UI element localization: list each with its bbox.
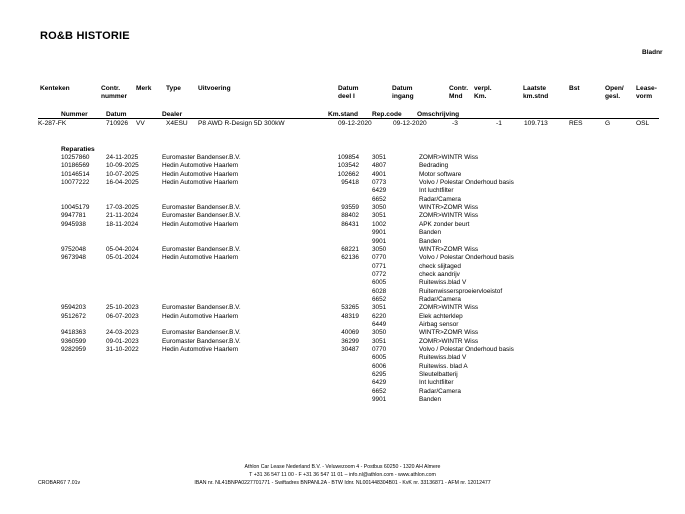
vehicle-open-gesl: G (605, 120, 611, 127)
repair-row (0, 346, 685, 354)
repair-code: 6005 (372, 279, 387, 287)
vehicle-uitvoering: P8 AWD R-Design 5D 300kW (198, 120, 285, 127)
repair-desc: ZOMR>WINTR Wiss (419, 304, 479, 312)
repair-datum: 06-07-2023 (106, 312, 139, 320)
repair-desc: ZOMR>WINTR Wiss (419, 154, 479, 161)
repair-datum: 10-09-2025 (106, 162, 139, 170)
footer-address: Athlon Car Lease Nederland B.V. - Veluwezoom 4 - Postbus 60250 - 1320 AH Almere (244, 464, 441, 470)
repair-dealer: Euromaster Bandenser.B.V. (162, 329, 241, 337)
vehicle-verpl-km: -1 (496, 120, 502, 127)
repair-desc: Banden (419, 229, 442, 237)
header-km-stand: Km.stand (328, 111, 359, 118)
header-dealer: Dealer (162, 111, 183, 118)
repair-row (0, 162, 685, 170)
repair-dealer: Hedin Automotive Haarlem (162, 254, 239, 262)
repair-desc: Elek achterklep (419, 312, 463, 320)
vehicle-merk: VV (136, 120, 145, 127)
repair-datum: 17-03-2025 (106, 204, 139, 212)
header-open-gesl: Open/ gesl. (605, 85, 624, 100)
repair-desc: Radar/Camera (419, 387, 461, 395)
repair-dealer: Hedin Automotive Haarlem (162, 312, 239, 320)
repair-datum: 16-04-2025 (106, 179, 139, 187)
repair-km: 102662 (337, 170, 359, 178)
repair-code: 4901 (372, 170, 387, 178)
repair-dealer: Euromaster Bandenser.B.V. (162, 304, 241, 312)
vehicle-type: X4ESU (166, 120, 188, 127)
repair-datum: 24-11-2025 (106, 154, 139, 161)
vehicle-contr-mnd: -3 (452, 120, 458, 127)
repair-code: 6429 (372, 379, 387, 387)
repair-nummer: 10186569 (61, 162, 90, 170)
repair-desc: Ruitenwissersproeiervloeistof (419, 287, 503, 295)
repair-datum: 09-01-2023 (106, 337, 139, 345)
repair-km: 68221 (341, 245, 359, 253)
repair-nummer: 9945938 (61, 220, 86, 228)
repair-desc: Bedrading (419, 162, 449, 170)
repair-dealer: Hedin Automotive Haarlem (162, 346, 239, 354)
repair-code: 0770 (372, 254, 387, 262)
footer-registration: IBAN nr. NL41BNPA0227701771 - Swiftadres BNPANL2A - BTW Idnr. NL001448304B01 - KvK nr. 33136871 - AFM nr. 12012477 (194, 480, 491, 486)
repair-row (0, 263, 685, 271)
repair-row (0, 329, 685, 337)
repair-nummer: 9947781 (61, 212, 86, 220)
repair-row (0, 304, 685, 312)
repair-code: 3051 (372, 154, 387, 161)
repair-row (0, 379, 685, 387)
repair-desc: Motor software (419, 170, 462, 178)
repair-km: 86431 (341, 220, 359, 228)
header-omschrijving: Omschrijving (417, 111, 460, 118)
page-number-label: Bladnr (642, 49, 663, 56)
repair-desc: check slijtaged (419, 262, 461, 270)
repair-code: 3051 (372, 212, 387, 220)
repair-datum: 21-11-2024 (106, 212, 139, 220)
repair-desc: Volvo / Polestar Onderhoud basis (419, 254, 514, 262)
reparaties-heading: Reparaties (61, 146, 95, 153)
repair-code: 6652 (372, 387, 387, 395)
vehicle-kenteken: K-287-FK (38, 120, 67, 127)
repair-datum: 18-11-2024 (106, 220, 139, 228)
repair-nummer: 9752048 (61, 245, 86, 253)
repair-desc: Radar/Camera (419, 195, 461, 203)
repair-row (0, 204, 685, 212)
vehicle-laatste-km: 109.713 (524, 120, 548, 127)
header-bst: Bst (569, 85, 580, 92)
repair-datum: 10-07-2025 (106, 170, 139, 178)
repair-dealer: Hedin Automotive Haarlem (162, 220, 239, 228)
repair-desc: Ruitewiss.blad V (419, 354, 467, 362)
repair-dealer: Hedin Automotive Haarlem (162, 179, 239, 187)
repair-km: 88402 (341, 212, 359, 220)
repair-code: 3050 (372, 245, 387, 253)
repair-code: 6006 (372, 362, 387, 370)
header-contr-mnd: Contr. Mnd (449, 85, 469, 100)
header-merk: Merk (136, 85, 152, 92)
header-kenteken: Kenteken (40, 85, 70, 92)
repair-km: 103542 (337, 162, 359, 170)
repair-code: 6449 (372, 321, 387, 328)
header-divider (38, 118, 659, 119)
header-nummer: Nummer (61, 111, 88, 118)
repair-row (0, 388, 685, 396)
footer-contact: T +31 36 547 11 00 - F +31 36 547 11 01 – info.nl@athlon.com - www.athlon.com (249, 472, 436, 478)
header-verpl-km: verpl. Km. (474, 85, 492, 100)
repair-code: 4807 (372, 162, 387, 170)
repair-code: 6220 (372, 312, 387, 320)
repair-code: 9901 (372, 237, 387, 245)
repair-nummer: 10045179 (61, 204, 90, 212)
repair-code: 6652 (372, 295, 387, 303)
repair-row (0, 179, 685, 187)
repair-code: 9901 (372, 229, 387, 237)
repair-row (0, 246, 685, 254)
repair-code: 3050 (372, 204, 387, 212)
repair-dealer: Euromaster Bandenser.B.V. (162, 204, 241, 212)
page-title: RO&B HISTORIE (40, 30, 130, 42)
vehicle-contract: 710926 (106, 120, 129, 127)
repair-row (0, 371, 685, 379)
repair-dealer: Euromaster Bandenser.B.V. (162, 154, 241, 161)
repair-code: 6028 (372, 287, 387, 295)
repair-row (0, 338, 685, 346)
vehicle-datum-deel: 09-12-2020 (338, 120, 372, 127)
repair-code: 0771 (372, 262, 387, 270)
repair-nummer: 9673948 (61, 254, 86, 262)
repair-desc: Int luchtfilter (419, 379, 454, 387)
repair-km: 93559 (341, 204, 359, 212)
repair-row (0, 187, 685, 195)
header-lease-vorm: Lease- vorm (636, 85, 657, 100)
repair-dealer: Hedin Automotive Haarlem (162, 170, 239, 178)
header-datum-deel: Datum deel I (338, 85, 359, 100)
repair-dealer: Euromaster Bandenser.B.V. (162, 245, 241, 253)
repair-dealer: Hedin Automotive Haarlem (162, 162, 239, 170)
repair-desc: Volvo / Polestar Onderhoud basis (419, 179, 514, 187)
repair-desc: Radar/Camera (419, 295, 461, 303)
repair-dealer: Euromaster Bandenser.B.V. (162, 337, 241, 345)
header-rep-code: Rep.code (372, 111, 402, 118)
repair-desc: Volvo / Polestar Onderhoud basis (419, 346, 514, 354)
repair-code: 1002 (372, 220, 387, 228)
repair-code: 0772 (372, 270, 387, 278)
repair-km: 40069 (341, 329, 359, 337)
header-datum-ingang: Datum ingang (392, 85, 414, 100)
footer-reference: CROBAR67 7.01v (38, 480, 81, 486)
repair-nummer: 10146514 (61, 170, 90, 178)
repair-km: 48319 (341, 312, 359, 320)
repair-row (0, 221, 685, 229)
header-datum: Datum (106, 111, 127, 118)
repair-row (0, 196, 685, 204)
repair-desc: Ruitewiss. blad A (419, 362, 468, 370)
repair-datum: 25-10-2023 (106, 304, 139, 312)
repair-row (0, 354, 685, 362)
repair-desc: Banden (419, 396, 442, 404)
repair-datum: 31-10-2022 (106, 346, 139, 354)
repair-code: 0773 (372, 179, 387, 187)
repair-row (0, 396, 685, 404)
repair-row (0, 321, 685, 329)
repair-code: 6429 (372, 187, 387, 195)
repair-desc: WINTR>ZOMR Wiss (419, 329, 479, 337)
repair-datum: 05-04-2024 (106, 245, 139, 253)
repair-row (0, 271, 685, 279)
repair-code: 6005 (372, 354, 387, 362)
repair-row (0, 363, 685, 371)
repair-desc: Airbag sensor (419, 321, 459, 328)
repair-code: 6652 (372, 195, 387, 203)
repair-desc: ZOMR>WINTR Wiss (419, 212, 479, 220)
repair-km: 95418 (341, 179, 359, 187)
repair-code: 0770 (372, 346, 387, 354)
header-contr-nummer: Contr. nummer (101, 85, 128, 100)
repair-code: 3051 (372, 337, 387, 345)
repair-row (0, 229, 685, 237)
vehicle-datum-ingang: 09-12-2020 (393, 120, 427, 127)
repair-code: 3050 (372, 329, 387, 337)
repair-nummer: 10257860 (61, 154, 90, 161)
repair-row (0, 288, 685, 296)
repair-row (0, 171, 685, 179)
repair-dealer: Euromaster Bandenser.B.V. (162, 212, 241, 220)
repair-row (0, 313, 685, 321)
repair-desc: Sleutelbatterij (419, 371, 458, 379)
repair-nummer: 10077222 (61, 179, 90, 187)
repair-km: 30487 (341, 346, 359, 354)
repair-km: 53265 (341, 304, 359, 312)
repair-km: 36299 (341, 337, 359, 345)
repair-desc: WINTR>ZOMR Wiss (419, 245, 479, 253)
repair-nummer: 9282959 (61, 346, 86, 354)
repair-km: 62136 (341, 254, 359, 262)
header-laatste-km: Laatste km.stnd (523, 85, 549, 100)
repair-desc: Banden (419, 237, 442, 245)
repair-km: 109854 (337, 154, 359, 161)
repair-datum: 24-03-2023 (106, 329, 139, 337)
repair-row (0, 279, 685, 287)
repair-row (0, 254, 685, 262)
repair-desc: WINTR>ZOMR Wiss (419, 204, 479, 212)
repair-row (0, 154, 685, 162)
repair-datum: 05-01-2024 (106, 254, 139, 262)
repair-row (0, 212, 685, 220)
repair-code: 9901 (372, 396, 387, 404)
repair-nummer: 9594203 (61, 304, 86, 312)
repair-row (0, 296, 685, 304)
repair-nummer: 9512672 (61, 312, 86, 320)
header-uitvoering: Uitvoering (198, 85, 231, 92)
repair-code: 3051 (372, 304, 387, 312)
vehicle-bst: RES (569, 120, 583, 127)
repair-desc: ZOMR>WINTR Wiss (419, 337, 479, 345)
repair-nummer: 9360599 (61, 337, 86, 345)
repair-desc: Ruitewiss.blad V (419, 279, 467, 287)
repair-code: 6295 (372, 371, 387, 379)
repair-row (0, 238, 685, 246)
vehicle-lease-vorm: OSL (636, 120, 650, 127)
repair-nummer: 9418363 (61, 329, 86, 337)
repair-desc: APK zonder beurt (419, 220, 470, 228)
header-type: Type (166, 85, 181, 92)
repair-desc: check aandrijv (419, 270, 460, 278)
repair-desc: Int luchtfilter (419, 187, 454, 195)
